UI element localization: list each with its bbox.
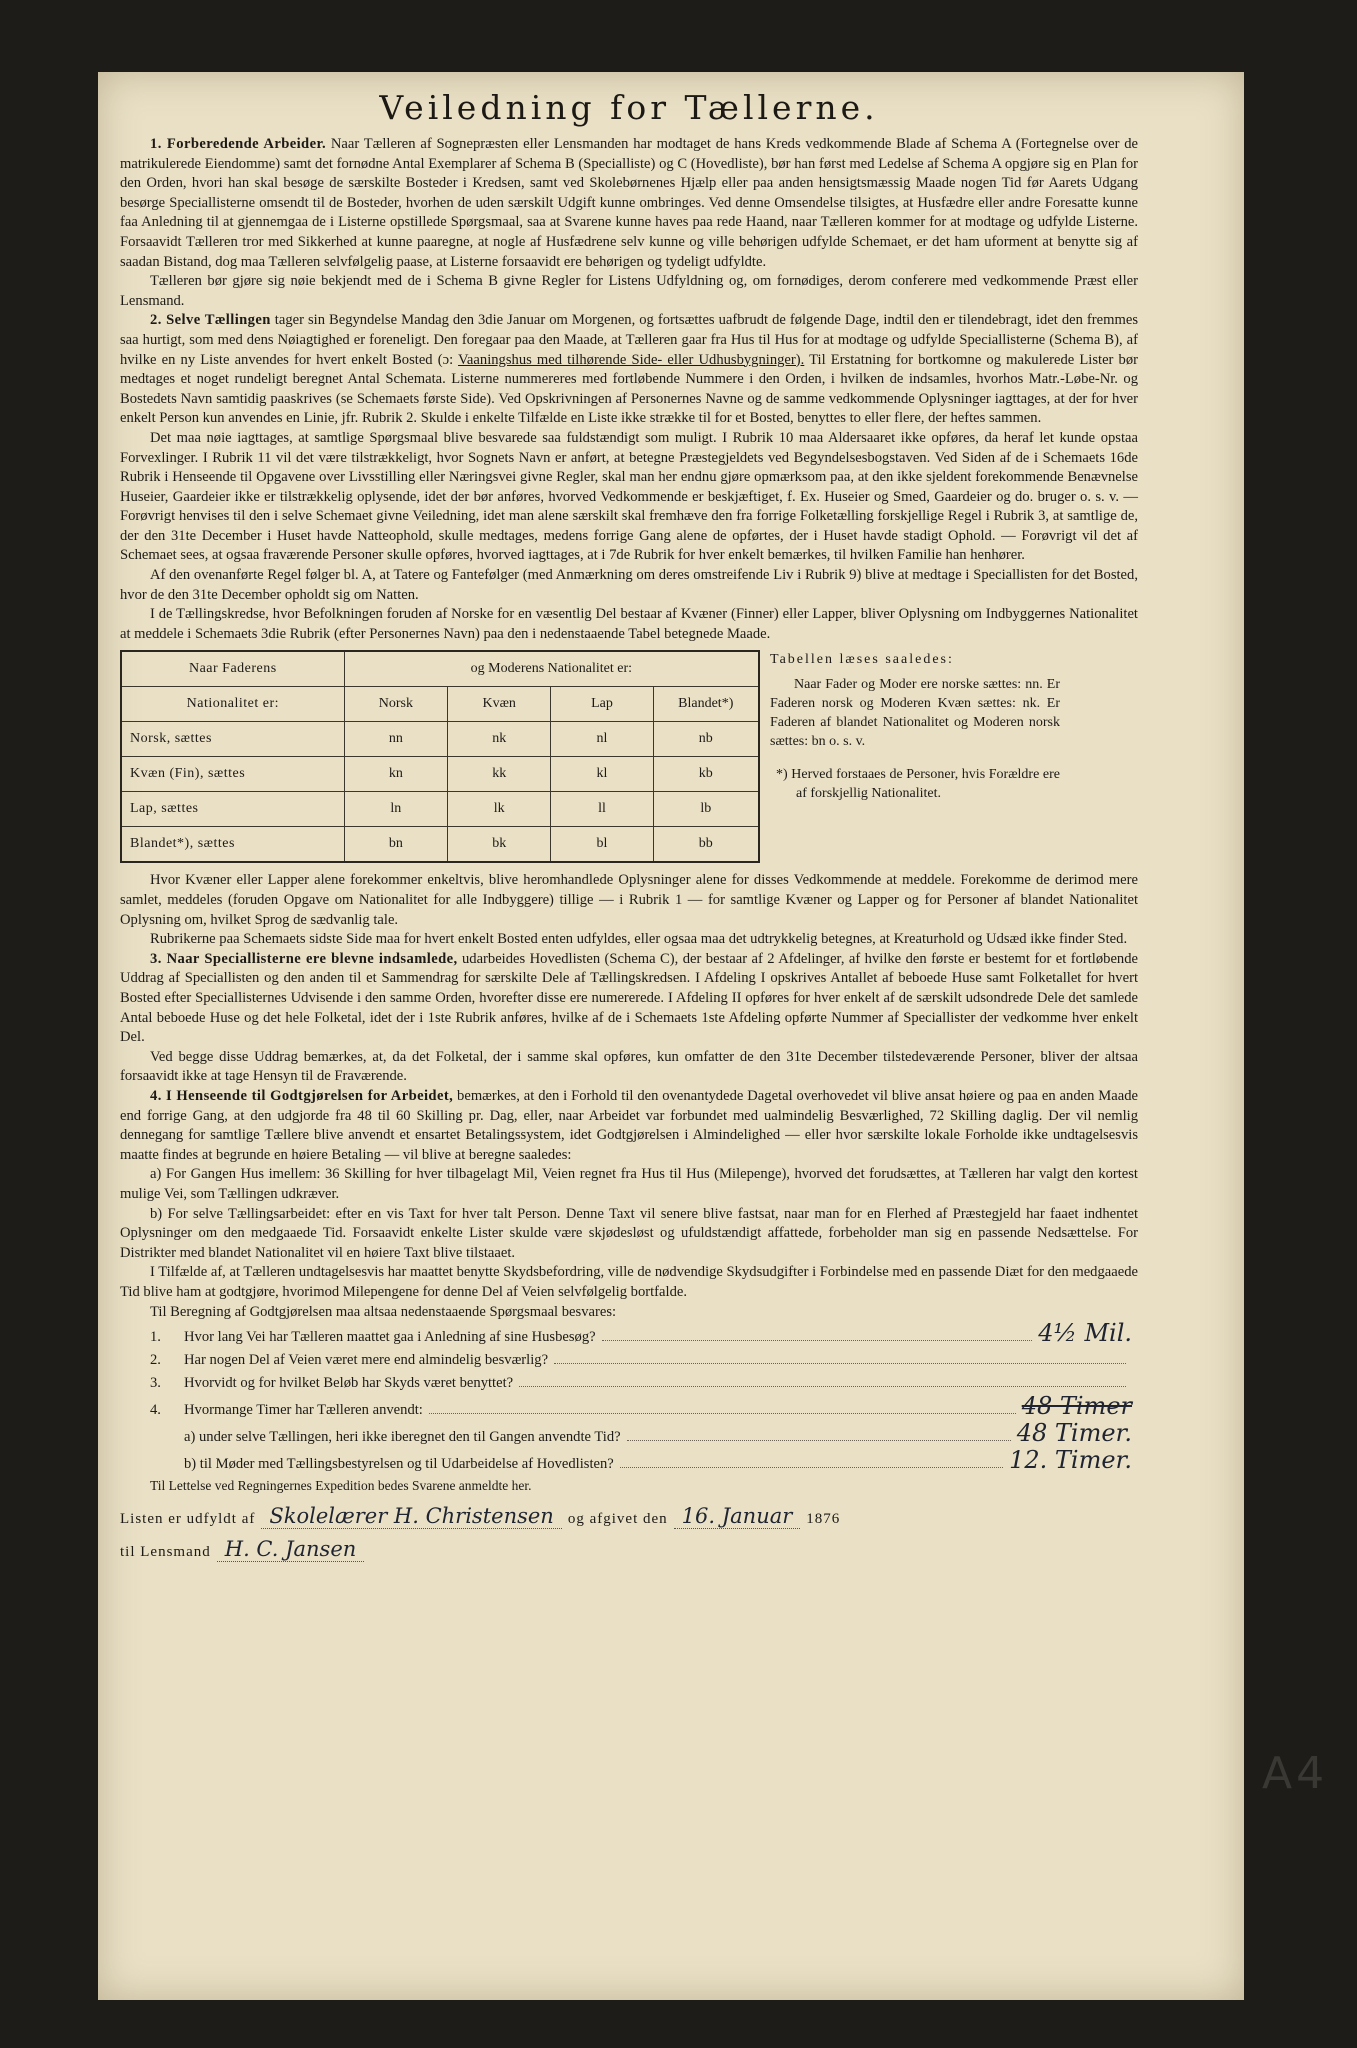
nationality-block [120,650,1138,863]
section-2-text-b: Til Erstatning for bortkomne og makulerede Lister bør medtages et noget rundeligt beregnet Antal Schemata. Listerne nummereres med fortløbende Nummere i den Orden, i hvilken de indsamles, hvorhos Matr.-Løbe-Nr. og Bostedets Navn samtidig paaskrives (se Schemaets første Side). Ved Opskrivningen af Personernes Navne og de samme vedkommende Oplysninger iagttages, at der for hver enkelt Person kun anvendes en Linie, jfr. Rubrik 2. Skulde i enkelte Tilfælde en Liste ikke strække til for et Bosted, benyttes to eller flere, der heftes sammen. [120,351,1138,427]
section-4-text: bemærkes, at den i Forhold til den ovenantydede Dagetal overhovedet vil blive ansat høiere og paa en anden Maade end forrige Gang, at den udgjorde fra 48 til 60 Skilling pr. Dag, eller, naar Arbeidet var forbundet med ualmindelig Besværlighed, 72 Skilling daglig. Der vil nemlig dennegang for samtlige Tællere blive anvendt et ensartet Betalingssystem, idet Godtgjørelsen i Almindelighed — eller hvor særskilte lokale Forholde ikke undtagelsesvis maatte findes at begrunde en høiere Betaling — vil blive at beregne saaledes: [120,1087,1138,1163]
header-father-1: Naar Faderens [121,651,344,687]
table-cell: bn [344,827,447,863]
signature-line-1 [120,1504,1138,1529]
table-cell: ll [551,792,653,827]
column-header: Kvæn [448,687,551,722]
question-text: b) til Møder med Tællingsbestyrelsen og til Udarbeidelse af Hovedlisten? [184,1456,614,1473]
column-header: Lap [551,687,653,722]
question-text: Hvorvidt og for hvilket Beløb har Skyds været benyttet? [184,1375,514,1392]
question-number: 2. [150,1352,161,1369]
signature-label-filled-by: Listen er udfyldt af [120,1510,256,1527]
handwritten-answer[interactable]: 12. Timer. [1009,1446,1132,1475]
table-cell: bb [653,827,759,863]
question-number: 4. [150,1402,161,1419]
signature-label-delivered: og afgivet den [567,1510,668,1527]
row-label: Kvæn (Fin), sættes [121,757,344,792]
explanation-footnote: *) Herved forstaaes de Personer, hvis Forældre ere af forskjellig Nationalitet. [776,767,1060,802]
section-4-heading: 4. I Henseende til Godtgjørelsen for Arbeidet, [150,1087,454,1104]
explanation-title: Tabellen læses saaledes: [770,652,954,668]
table-cell: nl [551,722,653,757]
section-4-a: a) For Gangen Hus imellem: 36 Skilling for hver tilbagelagt Mil, Veien regnet fra Hus til Hus (Milepenge), hvorved det forudsættes, at Tælleren har valgt den kortest mulige Vei, som Tællingen udkræver. [120,1166,1138,1202]
expedition-note: Til Lettelse ved Regningernes Expedition bedes Svarene anmeldte her. [150,1478,532,1494]
question-text: Har nogen Del af Veien været mere end almindelig besværlig? [184,1352,549,1369]
header-father-2: Nationalitet er: [121,687,344,722]
table-cell: kb [653,757,759,792]
table-cell: ln [344,792,447,827]
question-row [120,1349,1138,1372]
signature-year: 1876 [806,1510,841,1527]
margin-stamp: A4 [1262,1748,1329,1799]
section-2-text3: Af den ovenanførte Regel følger bl. A, at Tatere og Fantefølger (med Anmærkning om deres omstreifende Liv i Rubrik 9) blive at medtage i Speciallisten for det Bosted, hvor de den 31te December opholdt sig om Natten. [120,567,1138,603]
signature-lensmand[interactable]: H. C. Jansen [217,1537,365,1562]
signature-label-lensmand: til Lensmand [120,1543,211,1560]
signature-line-2 [120,1537,1138,1562]
questions-list [120,1319,1138,1476]
dotted-line [554,1351,1126,1364]
question-text: Hvor lang Vei har Tælleren maattet gaa i Anledning af sine Husbesøg? [184,1329,596,1346]
table-header-row-2 [121,687,759,722]
section-1-text2: Tælleren bør gjøre sig nøie bekjendt med de i Schema B givne Regler for Listens Udfyldning og, om fornødiges, derom conferere med vedkommende Præst eller Lensmand. [120,273,1138,309]
table-row [121,722,759,757]
dotted-line [627,1428,1011,1441]
after-table-text1: Hvor Kvæner eller Lapper alene forekommer enkeltvis, blive heromhandlede Oplysninger alene for disses Vedkommende at meddele. Forekomme de derimod mere samlet, meddeles (foruden Opgave om Nationalitet for alle Indbyggere) tillige — i Rubrik 1 — for samtlige Kvæner og Lapper og for Personer af blandet Nationalitet Oplysning om, hvilket Sprog de sædvanlig tale. [120,872,1138,928]
dotted-line [429,1401,1016,1414]
dotted-line [519,1374,1126,1387]
section-2-heading: 2. Selve Tællingen [150,312,271,329]
section-2-underlined: Vaaningshus med tilhørende Side- eller Udhusbygninger). [458,351,805,368]
dotted-line [620,1455,1003,1468]
column-header: Norsk [344,687,447,722]
signature-date[interactable]: 16. Januar [674,1504,801,1529]
explanation-text: Naar Fader og Moder ere norske sættes: nn. Er Faderen norsk og Moderen Kvæn sættes: nk. Er Faderen af blandet Nationalitet og Moderen norsk sættes: bn o. s. v. [770,677,1060,750]
table-cell: bl [551,827,653,863]
document-body [120,88,1138,1562]
table-cell: nb [653,722,759,757]
after-table-text2: Rubrikerne paa Schemaets sidste Side maa for hvert enkelt Bosted enten udfyldes, eller ogsaa maa det udtrykkelig betegnes, at Kreaturhold og Udsæd ikke finder Sted. [150,931,1128,948]
section-4-c: I Tilfælde af, at Tælleren undtagelsesvis har maattet benytte Skydsbefordring, ville de nødvendige Skydsudgifter i Forbindelse med en passende Diæt for den medgaaede Tid blive ham at godtgjøre, hvorimod Milepengene for denne Del af Veien selvfølgelig bortfalde. [120,1264,1138,1300]
question-row [120,1419,1138,1449]
question-row [120,1372,1138,1395]
section-2-text2: Det maa nøie iagttages, at samtlige Spørgsmaal blive besvarede saa fuldstændigt som muligt. I Rubrik 10 maa Aldersaaret ikke opføres, da heraf let kunde opstaa Forvexlinger. I Rubrik 11 vil det være tilstrækkeligt, hvor Sognets Navn er anført, at betegne Præstegjeldets ved Begyndelsesbogstaven. Ved Siden af de i Schemaets 16de Rubrik i Henseende til Opgavene over Livsstilling eller Næringsvei givne Regler, skal man her endnu gjøre opmærksom paa, at den ikke sjeldent forekommende Benævnelse Huseier, Gaardeier ikke er tilstrækkelig oplysende, idet der bør anføres, hvorved Vedkommende er beskjæftiget, f. Ex. Huseier og Smed, Gaardeier og do. bruger o. s. v. — Forøvrigt henvises til den i selve Schemaet givne Veiledning, idet man alene særskilt skal fremhæve den fra forrige Folketælling forskjellige Regel i Rubrik 3, at samtlige de, der den 31te December i Huset havde Natteophold, skulle medtages, medens forrige Gang alene de opførtes, der i Huset havde stadigt Ophold. — Forøvrigt vil det af Schemaet sees, at ogsaa fraværende Personer skulle opføres, hvorved iagttages, at i 7de Rubrik for hver enkelt bemærkes, til hvilken Familie han henhører. [120,429,1138,564]
section-1 [120,135,1138,272]
section-2-text-a: tager sin Begyndelse Mandag den 3die Januar om Morgenen, og fortsættes uafbrudt de følgende Dage, indtil den er tilendebragt, idet den fremmes saa hurtigt, som med dens Nøiagtighed er foreneligt. Den foregaar paa den Maade, at Tælleren gaar fra Hus til Hus for at modtage og udfylde Speciallisterne (Schema B), af hvilke en ny Liste anvendes for hvert enkelt Bosted (ɔ: [120,312,1138,368]
question-text: a) under selve Tællingen, heri ikke iberegnet den til Gangen anvendte Tid? [184,1429,621,1446]
table-cell: kn [344,757,447,792]
section-4-d: Til Beregning af Godtgjørelsen maa altsaa nedenstaaende Spørgsmaal besvares: [150,1303,617,1320]
row-label: Lap, sættes [121,792,344,827]
table-cell: nk [448,722,551,757]
table-header-row-1 [121,651,759,687]
handwritten-answer[interactable]: 48 Timer. [1016,1419,1132,1448]
table-cell: nn [344,722,447,757]
table-cell: lb [653,792,759,827]
question-row [120,1319,1138,1349]
table-row [121,792,759,827]
section-1-heading: 1. Forberedende Arbeider. [150,136,327,152]
table-cell: bk [448,827,551,863]
row-label: Blandet*), sættes [121,827,344,863]
table-row [121,757,759,792]
section-3-text2: Ved begge disse Uddrag bemærkes, at, da det Folketal, der i samme skal opføres, kun omfatter de den 31te December tilstedeværende Personer, bliver der altsaa forsaavidt ikke at tage Hensyn til de Fraværende. [120,1048,1138,1085]
section-4 [120,1087,1138,1165]
handwritten-answer[interactable]: 4½ Mil. [1038,1319,1132,1348]
section-3-heading: 3. Naar Speciallisterne ere blevne indsamlede, [150,950,458,967]
column-header: Blandet*) [653,687,759,722]
question-row [120,1392,1138,1422]
section-3 [120,950,1138,1048]
table-explanation [770,650,1060,803]
question-row [120,1446,1138,1476]
table-row [121,827,759,863]
question-number: 3. [150,1375,161,1392]
signature-filled-by[interactable]: Skolelærer H. Christensen [261,1504,561,1529]
table-cell: lk [448,792,551,827]
section-4-b: b) For selve Tællingsarbeidet: efter en vis Taxt for hver talt Person. Denne Taxt vil senere blive fastsat, naar man for en Flerhed af Præstegjeld har faaet indhentet Oplysninger om den medgaaede Tid. Forsaavidt enkelte Lister skulde være skjødesløst og ufuldstændigt affattede, forbeholder man sig en passende Nedsættelse. For Distrikter med blandet Nationalitet vil en høiere Taxt blive tilstaaet. [120,1205,1138,1261]
table-cell: kk [448,757,551,792]
section-1-text: Naar Tælleren af Sognepræsten eller Lensmanden har modtaget de hans Kreds vedkommende Blade af Schema A (Fortegnelse over de matrikulerede Eiendomme) samt det fornødne Antal Exemplarer af Schema B (Specialliste) og C (Hovedliste), bør han først med Ledelse af Schema A opgjøre sig en Plan for den Orden, hvori han skal besøge de særskilte Bosteder i Kredsen, samt ved Skolebørnenes Hjælp eller paa anden hensigtsmæssig Maade nogen Tid før Aarets Udgang besørge Speciallisterne omsendt til de Bosteder, hvorhen de uden særskilt Udgift kunne ombringes. Ved denne Omsendelse tilsigtes, at Husfædre eller andre Foresatte kunne faa Anledning til at gjennemgaa de i Listerne opstillede Spørgsmaal, saa at Svarene kunne haves paa rede Haand, naar Tælleren kommer for at modtage og udfylde Listerne. Forsaavidt Tælleren tror med Sikkerhed at kunne paaregne, at nogle af Husfædrene selv kunne og ville behørigen udfylde Schemaet, er det ham uforment at benytte sig af saadan Bistand, dog maa Tælleren selvfølgelig paase, at Listerne forsaavidt ere behørigen og tydeligt udfyldte. [120,136,1138,270]
question-number: 1. [150,1329,161,1346]
dotted-line [602,1328,1033,1341]
table-cell: kl [551,757,653,792]
nationality-table [120,650,760,863]
section-3-text: udarbeides Hovedlisten (Schema C), der bestaar af 2 Afdelinger, af hvilke den første er bestemt for et fortløbende Uddrag af Speciallisten og den anden til et Sammendrag for særskilte Dele af Tællingskredsen. I Afdeling I opskrives Antallet af beboede Huse samt Folketallet for hvert Bosted efter Speciallisternes Udvisende i den samme Orden, hvorefter disse ere numererede. I Afdeling II opføres for hver enkelt af de særskilt udsondrede Dele det samlede Antal beboede Huse og det hele Folketal, idet der i 1ste Rubrik anføres, hvilke af de i Schemaets 1ste Afdeling opførte Nummer af Speciallister der vedkomme hver enkelt Del. [120,950,1138,1046]
section-2 [120,311,1138,429]
handwritten-answer-struck[interactable]: 48 Timer [1021,1392,1132,1421]
question-text: Hvormange Timer har Tælleren anvendt: [184,1402,423,1419]
header-mother: og Moderens Nationalitet er: [344,651,759,687]
section-2-text4: I de Tællingskredse, hvor Befolkningen foruden af Norske for en væsentlig Del bestaar af Kvæner (Finner) eller Lapper, bliver Oplysning om Indbyggernes Nationalitet at meddele i Schemaets 3die Rubrik (efter Personernes Navn) paa den i nedenstaaende Tabel betegnede Maade. [120,606,1138,642]
row-label: Norsk, sættes [121,722,344,757]
page-title: Veiledning for Tællerne. [379,88,879,127]
